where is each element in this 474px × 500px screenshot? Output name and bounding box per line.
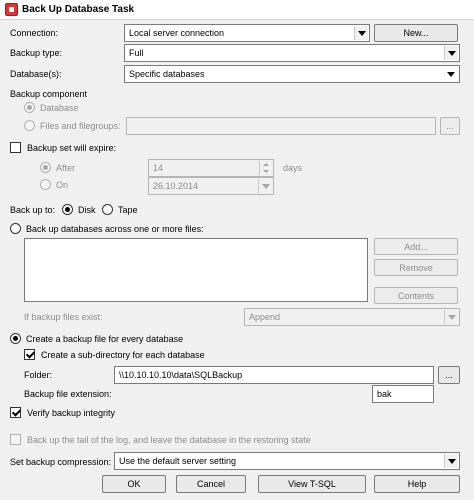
subdir-label: Create a sub-directory for each database [41, 350, 205, 360]
connection-label: Connection: [10, 28, 59, 38]
folder-value: \\10.10.10.10\data\SQLBackup [119, 370, 243, 380]
if-exist-label: If backup files exist: [24, 312, 103, 322]
extension-label: Backup file extension: [24, 389, 112, 399]
window-title: Back Up Database Task [22, 4, 135, 15]
expire-after-label: After [56, 163, 76, 173]
compression-combo[interactable] [114, 452, 460, 470]
connection-value: Local server connection [129, 28, 225, 38]
verify-checkbox[interactable] [10, 407, 21, 418]
expire-date-picker[interactable] [148, 177, 274, 195]
expire-checkbox[interactable] [10, 142, 21, 153]
if-exist-value: Append [249, 312, 281, 322]
files-filegroups-label: Files and filegroups: [40, 121, 121, 131]
remove-file-button[interactable]: Remove [374, 259, 458, 276]
expire-label: Backup set will expire: [27, 143, 117, 153]
create-file-label: Create a backup file for every database [26, 334, 184, 344]
ok-button[interactable]: OK [102, 475, 166, 493]
view-tsql-button[interactable]: View T-SQL [258, 475, 366, 493]
chevron-down-icon [444, 46, 458, 60]
database-component-label: Database [40, 103, 79, 113]
disk-label: Disk [78, 205, 96, 215]
tail-log-label: Back up the tail of the log, and leave the database in the restoring state [27, 435, 311, 445]
expire-days-stepper[interactable] [148, 159, 274, 177]
add-file-button[interactable]: Add... [374, 238, 458, 255]
databases-combo[interactable] [124, 65, 460, 83]
extension-value: bak [377, 389, 392, 399]
chevron-down-icon [444, 310, 458, 324]
cancel-button[interactable]: Cancel [176, 475, 246, 493]
files-browse-button[interactable]: ... [440, 117, 460, 135]
tape-label: Tape [118, 205, 138, 215]
backup-to-label: Back up to: [10, 205, 56, 215]
backup-to-tape-radio[interactable] [102, 204, 113, 215]
folder-browse-button[interactable]: ... [438, 366, 460, 384]
contents-button[interactable]: Contents [374, 287, 458, 304]
backup-type-label: Backup type: [10, 48, 63, 58]
expire-date-value: 26.10.2014 [153, 181, 199, 191]
help-button[interactable]: Help [374, 475, 460, 493]
spin-arrows-icon[interactable] [259, 161, 272, 175]
days-label: days [283, 163, 303, 173]
backup-type-value: Full [129, 48, 144, 58]
connection-combo[interactable] [124, 24, 370, 42]
compression-value: Use the default server setting [119, 456, 237, 466]
across-files-radio[interactable] [10, 223, 21, 234]
expire-on-label: On [56, 180, 69, 190]
compression-label: Set backup compression: [10, 457, 112, 467]
tail-log-checkbox[interactable] [10, 434, 21, 445]
subdir-checkbox[interactable] [24, 349, 35, 360]
new-connection-button[interactable]: New... [374, 24, 458, 42]
database-component-radio[interactable] [24, 102, 35, 113]
expire-on-radio[interactable] [40, 179, 51, 190]
across-files-label: Back up databases across one or more files: [26, 224, 204, 234]
databases-value: Specific databases [129, 69, 205, 79]
databases-label: Database(s): [10, 69, 62, 79]
if-exist-combo[interactable] [244, 308, 460, 326]
expire-after-radio[interactable] [40, 162, 51, 173]
verify-label: Verify backup integrity [27, 408, 116, 418]
backup-type-combo[interactable] [124, 44, 460, 62]
chevron-down-icon [444, 67, 458, 81]
backup-component-label: Backup component [10, 89, 88, 99]
chevron-down-icon [444, 454, 458, 468]
backup-files-list[interactable] [24, 238, 368, 302]
title-bar [0, 0, 474, 20]
folder-input[interactable] [114, 366, 434, 384]
files-filegroups-radio[interactable] [24, 120, 35, 131]
backup-to-disk-radio[interactable] [62, 204, 73, 215]
files-filegroups-field[interactable] [126, 117, 436, 135]
database-task-icon [5, 3, 18, 16]
extension-input[interactable] [372, 385, 434, 403]
create-file-radio[interactable] [10, 333, 21, 344]
chevron-down-icon [258, 179, 272, 193]
folder-label: Folder: [24, 370, 53, 380]
expire-days-value: 14 [153, 163, 164, 173]
chevron-down-icon [354, 26, 368, 40]
